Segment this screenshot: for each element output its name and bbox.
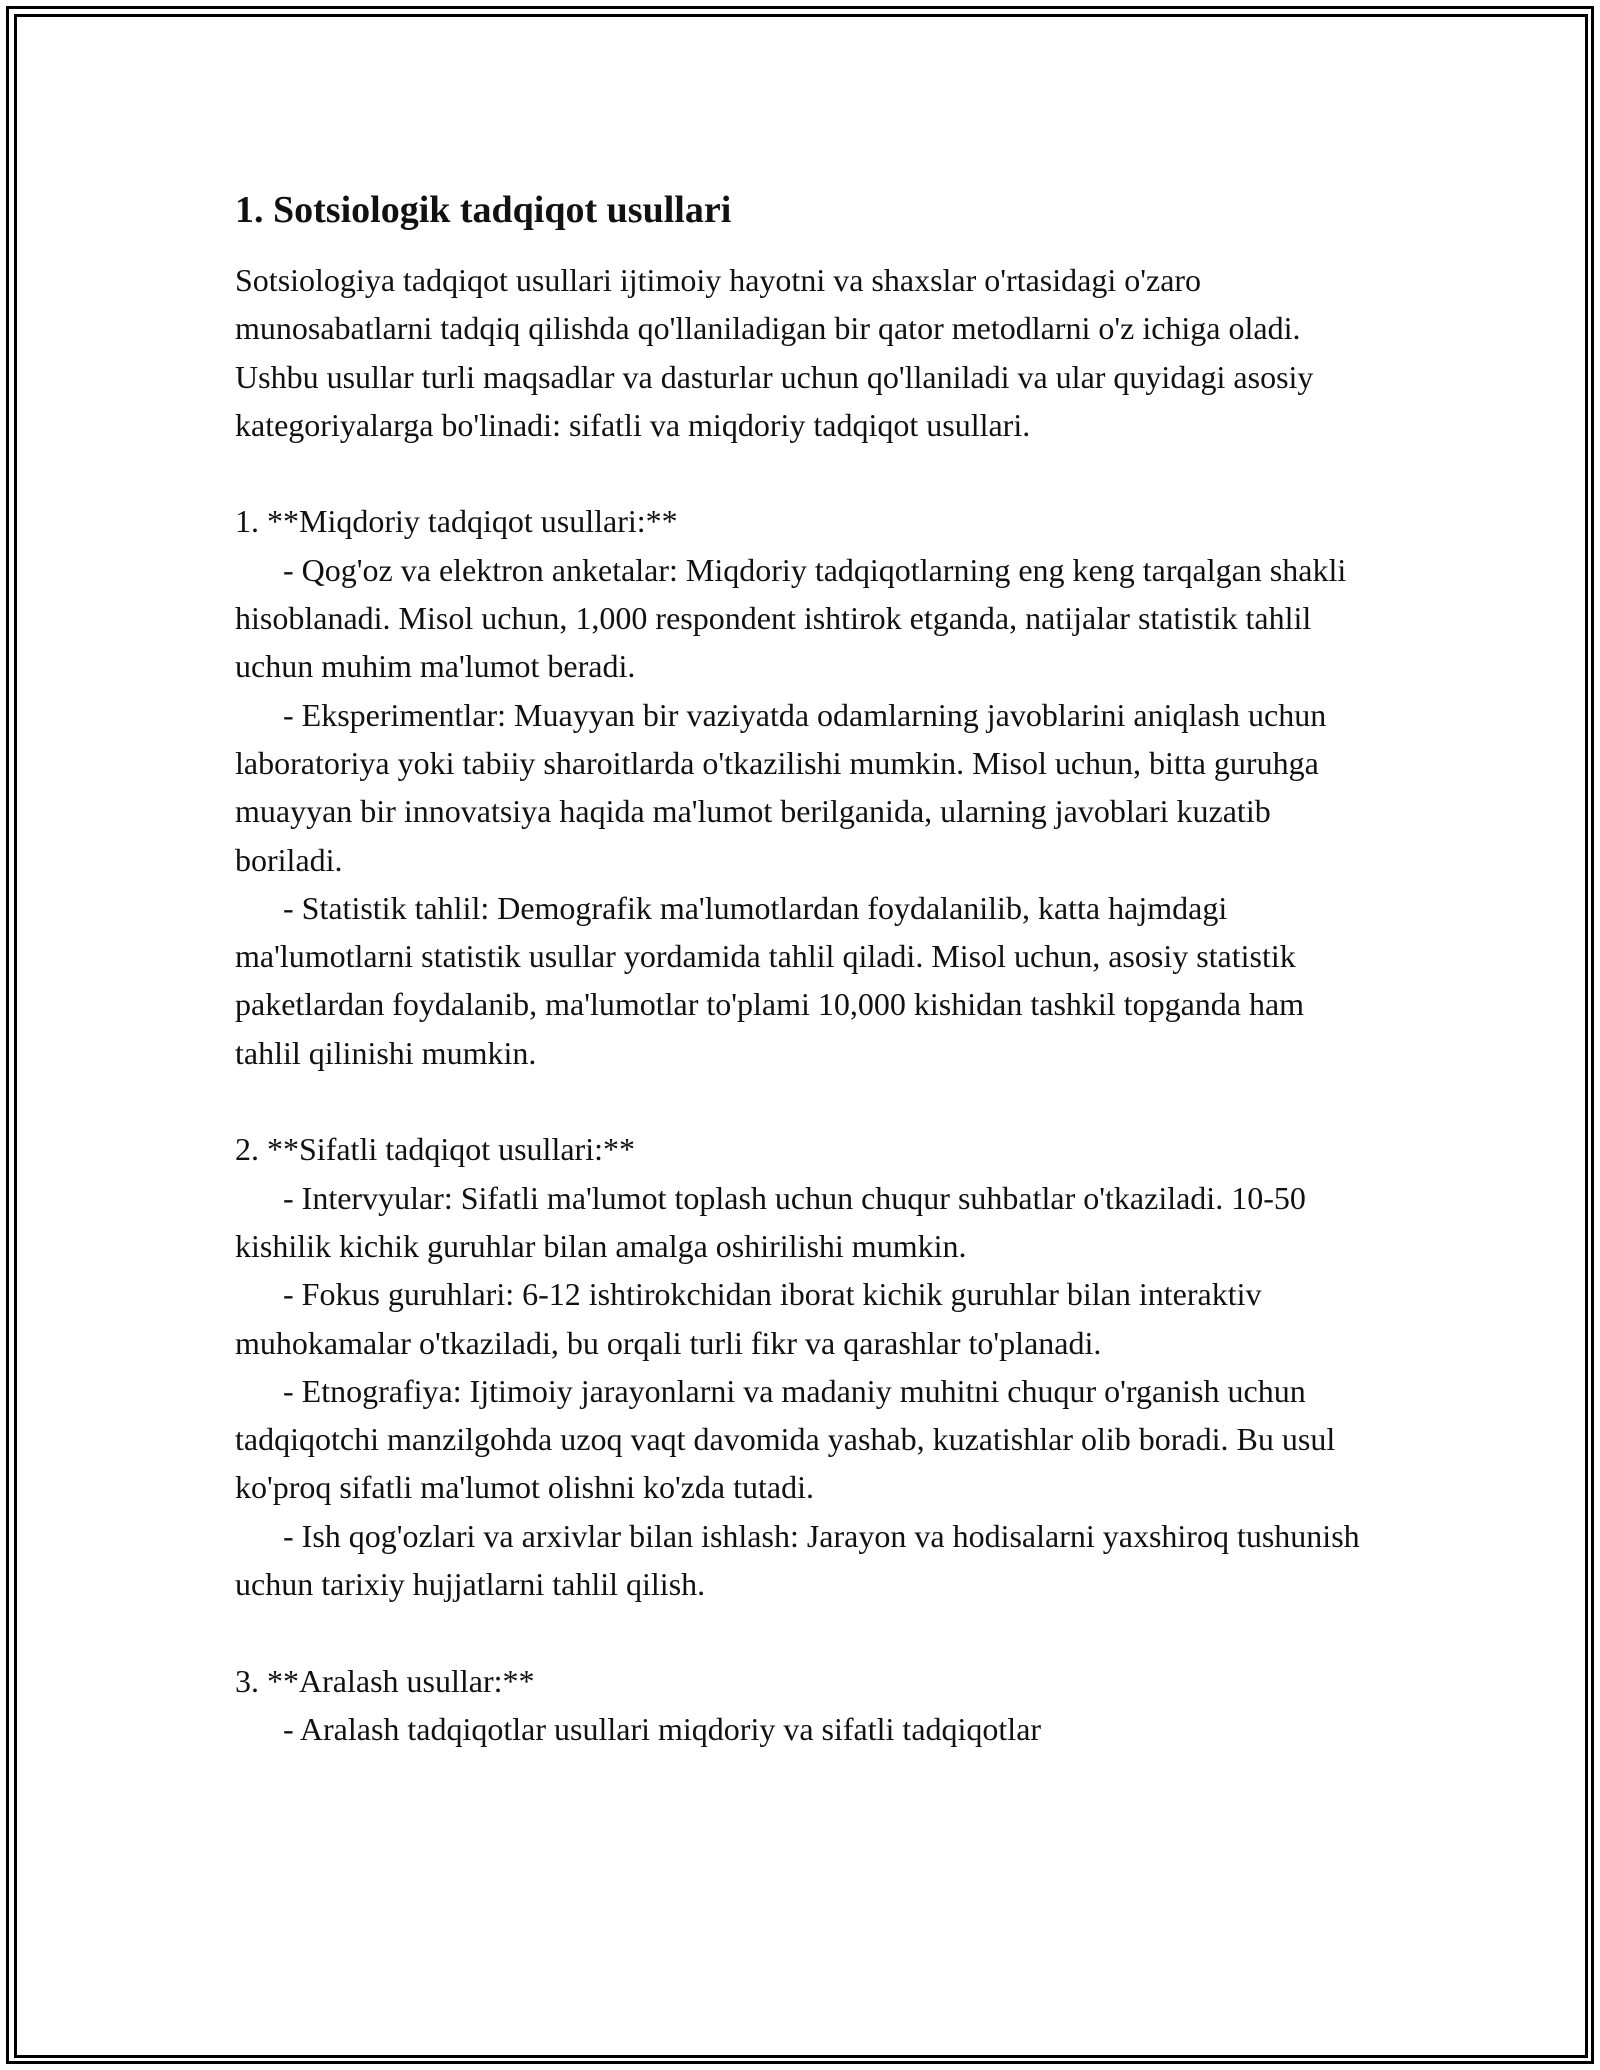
document-title: 1. Sotsiologik tadqiqot usullari: [235, 189, 732, 231]
spacer: [235, 1077, 1370, 1125]
list-item-text: - Ish qog'ozlari va arxivlar bilan ishlash: Jarayon va hodisalarni yaxshiroq tushunish uchun tarixiy hujjatlarni tahlil qilish.: [235, 1517, 1360, 1603]
section-heading-mixed: 3. **Aralash usullar:**: [235, 1662, 535, 1699]
list-item-text: - Aralash tadqiqotlar usullari miqdoriy va sifatli tadqiqotlar: [283, 1710, 1042, 1747]
list-item-text: - Eksperimentlar: Muayyan bir vaziyatda odamlarning javoblarini aniqlash uchun laboratoriya yoki tabiiy sharoitlarda o'tkazilishi mumkin. Misol uchun, bitta guruhga muayyan bir innovatsiya haqida ma'lumot berilganida, ularning javoblari kuzatib boriladi.: [235, 696, 1327, 878]
list-item: [235, 1174, 1370, 1271]
document-body: [235, 186, 1370, 1753]
section-heading-quantitative: 1. **Miqdoriy tadqiqot usullari:**: [235, 503, 678, 540]
list-item-text: - Statistik tahlil: Demografik ma'lumotlardan foydalanilib, katta hajmdagi ma'lumotlarni statistik usullar yordamida tahlil qiladi. Misol uchun, asosiy statistik paketlardan foydalanib, ma'lumotlar to'plami 10,000 kishidan tashkil topganda ham tahlil qilinishi mumkin.: [235, 889, 1305, 1071]
list-item-text: - Fokus guruhlari: 6-12 ishtirokchidan iborat kichik guruhlar bilan interaktiv muhokamalar o'tkaziladi, bu orqali turli fikr va qarashlar to'planadi.: [235, 1276, 1262, 1361]
list-item: [235, 691, 1370, 884]
list-item: [235, 884, 1370, 1077]
list-item-text: - Intervyular: Sifatli ma'lumot toplash uchun chuqur suhbatlar o'tkaziladi. 10-50 kishilik kichik guruhlar bilan amalga oshirilishi mumkin.: [235, 1179, 1306, 1264]
list-item: [235, 1705, 1370, 1753]
list-item: [235, 546, 1370, 691]
list-item: [235, 1512, 1370, 1609]
list-item-text: - Etnografiya: Ijtimoiy jarayonlarni va madaniy muhitni chuqur o'rganish uchun tadqiqotchi manzilgohda uzoq vaqt davomida yashab, kuzatishlar olib boradi. Bu usul ko'proq sifatli ma'lumot olishni ko'zda tutadi.: [235, 1372, 1336, 1506]
spacer: [235, 1608, 1370, 1656]
intro-paragraph: Sotsiologiya tadqiqot usullari ijtimoiy hayotni va shaxslar o'rtasidagi o'zaro munosabatlarni tadqiq qilishda qo'llaniladigan bir qator metodlarni o'z ichiga oladi. Ushbu usullar turli maqsadlar va dasturlar uchun qo'llaniladi va ular quyidagi asosiy kategoriyalarga bo'linadi: sifatli va miqdoriy tadqiqot usullari.: [235, 262, 1314, 443]
section-heading-qualitative: 2. **Sifatli tadqiqot usullari:**: [235, 1131, 635, 1168]
spacer: [235, 449, 1370, 497]
list-item: [235, 1367, 1370, 1512]
list-item: [235, 1270, 1370, 1367]
list-item-text: - Qog'oz va elektron anketalar: Miqdoriy tadqiqotlarning eng keng tarqalgan shakli hisoblanadi. Misol uchun, 1,000 respondent ishtirok etganda, natijalar statistik tahlil uchun muhim ma'lumot beradi.: [235, 551, 1347, 685]
